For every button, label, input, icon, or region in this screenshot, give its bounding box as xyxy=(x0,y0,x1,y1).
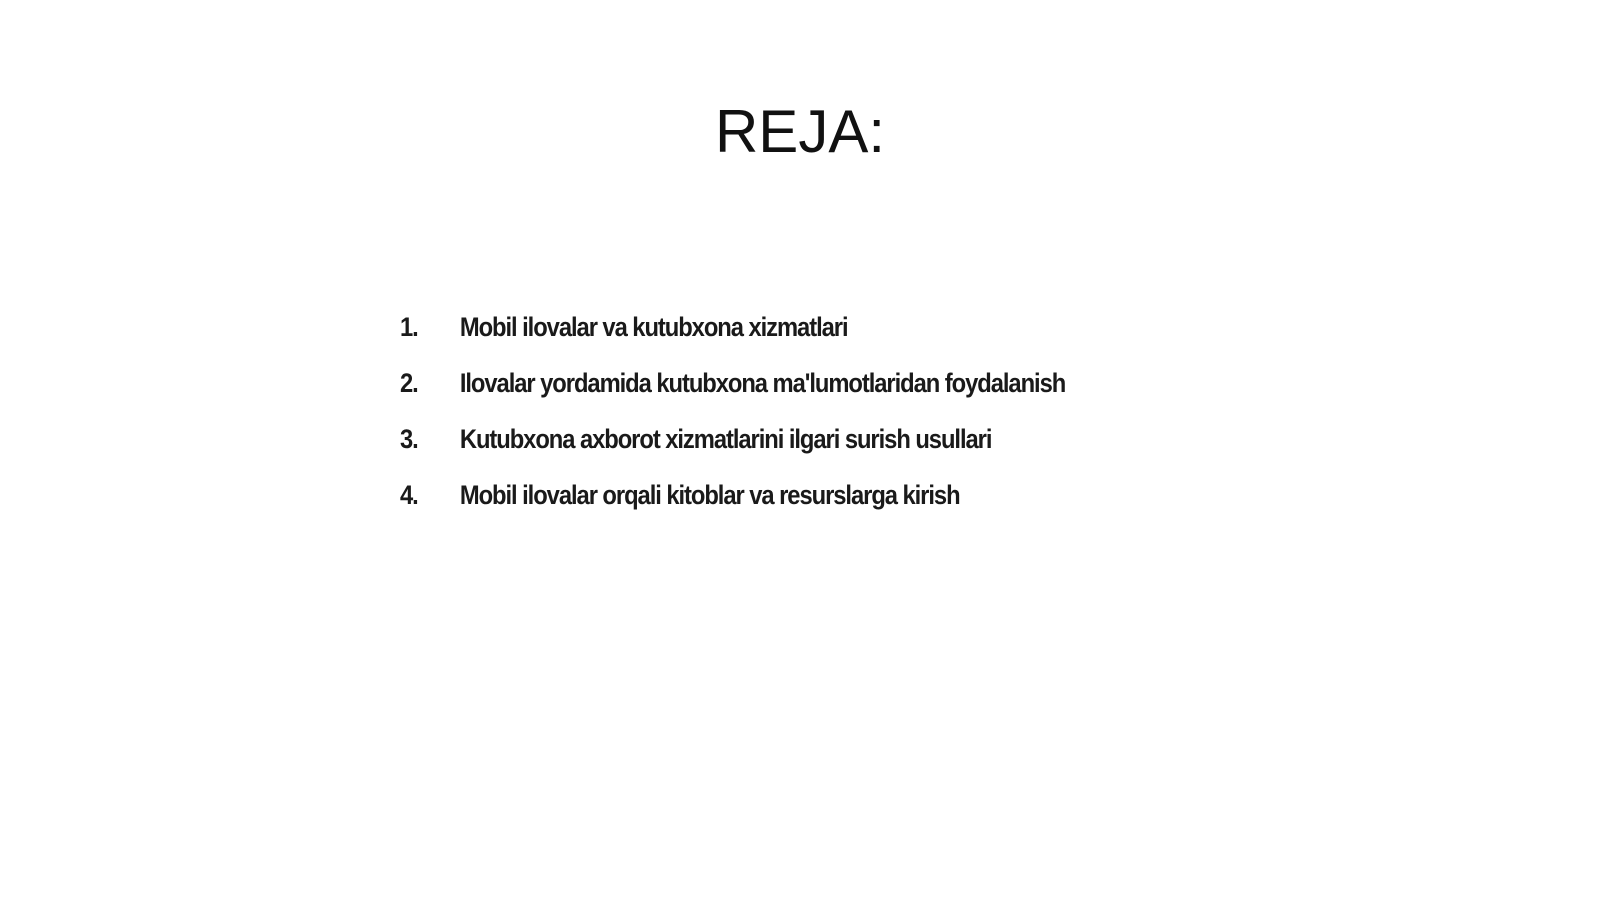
plan-item xyxy=(400,312,1065,368)
plan-list xyxy=(400,312,1156,536)
plan-item-number: 4. xyxy=(400,480,418,510)
slide-title: REJA: xyxy=(714,98,886,165)
plan-item-number: 3. xyxy=(400,424,418,454)
plan-item xyxy=(400,424,1065,480)
plan-item-text: Mobil ilovalar orqali kitoblar va resurslarga kirish xyxy=(459,480,960,510)
plan-item-text: Mobil ilovalar va kutubxona xizmatlari xyxy=(459,312,848,342)
plan-item-number: 2. xyxy=(400,368,418,398)
plan-item-text: Kutubxona axborot xizmatlarini ilgari surish usullari xyxy=(459,424,992,454)
plan-item xyxy=(400,480,1065,536)
plan-item-number: 1. xyxy=(400,312,418,342)
plan-item-text: Ilovalar yordamida kutubxona ma'lumotlaridan foydalanish xyxy=(459,368,1066,398)
plan-item xyxy=(400,368,1065,424)
